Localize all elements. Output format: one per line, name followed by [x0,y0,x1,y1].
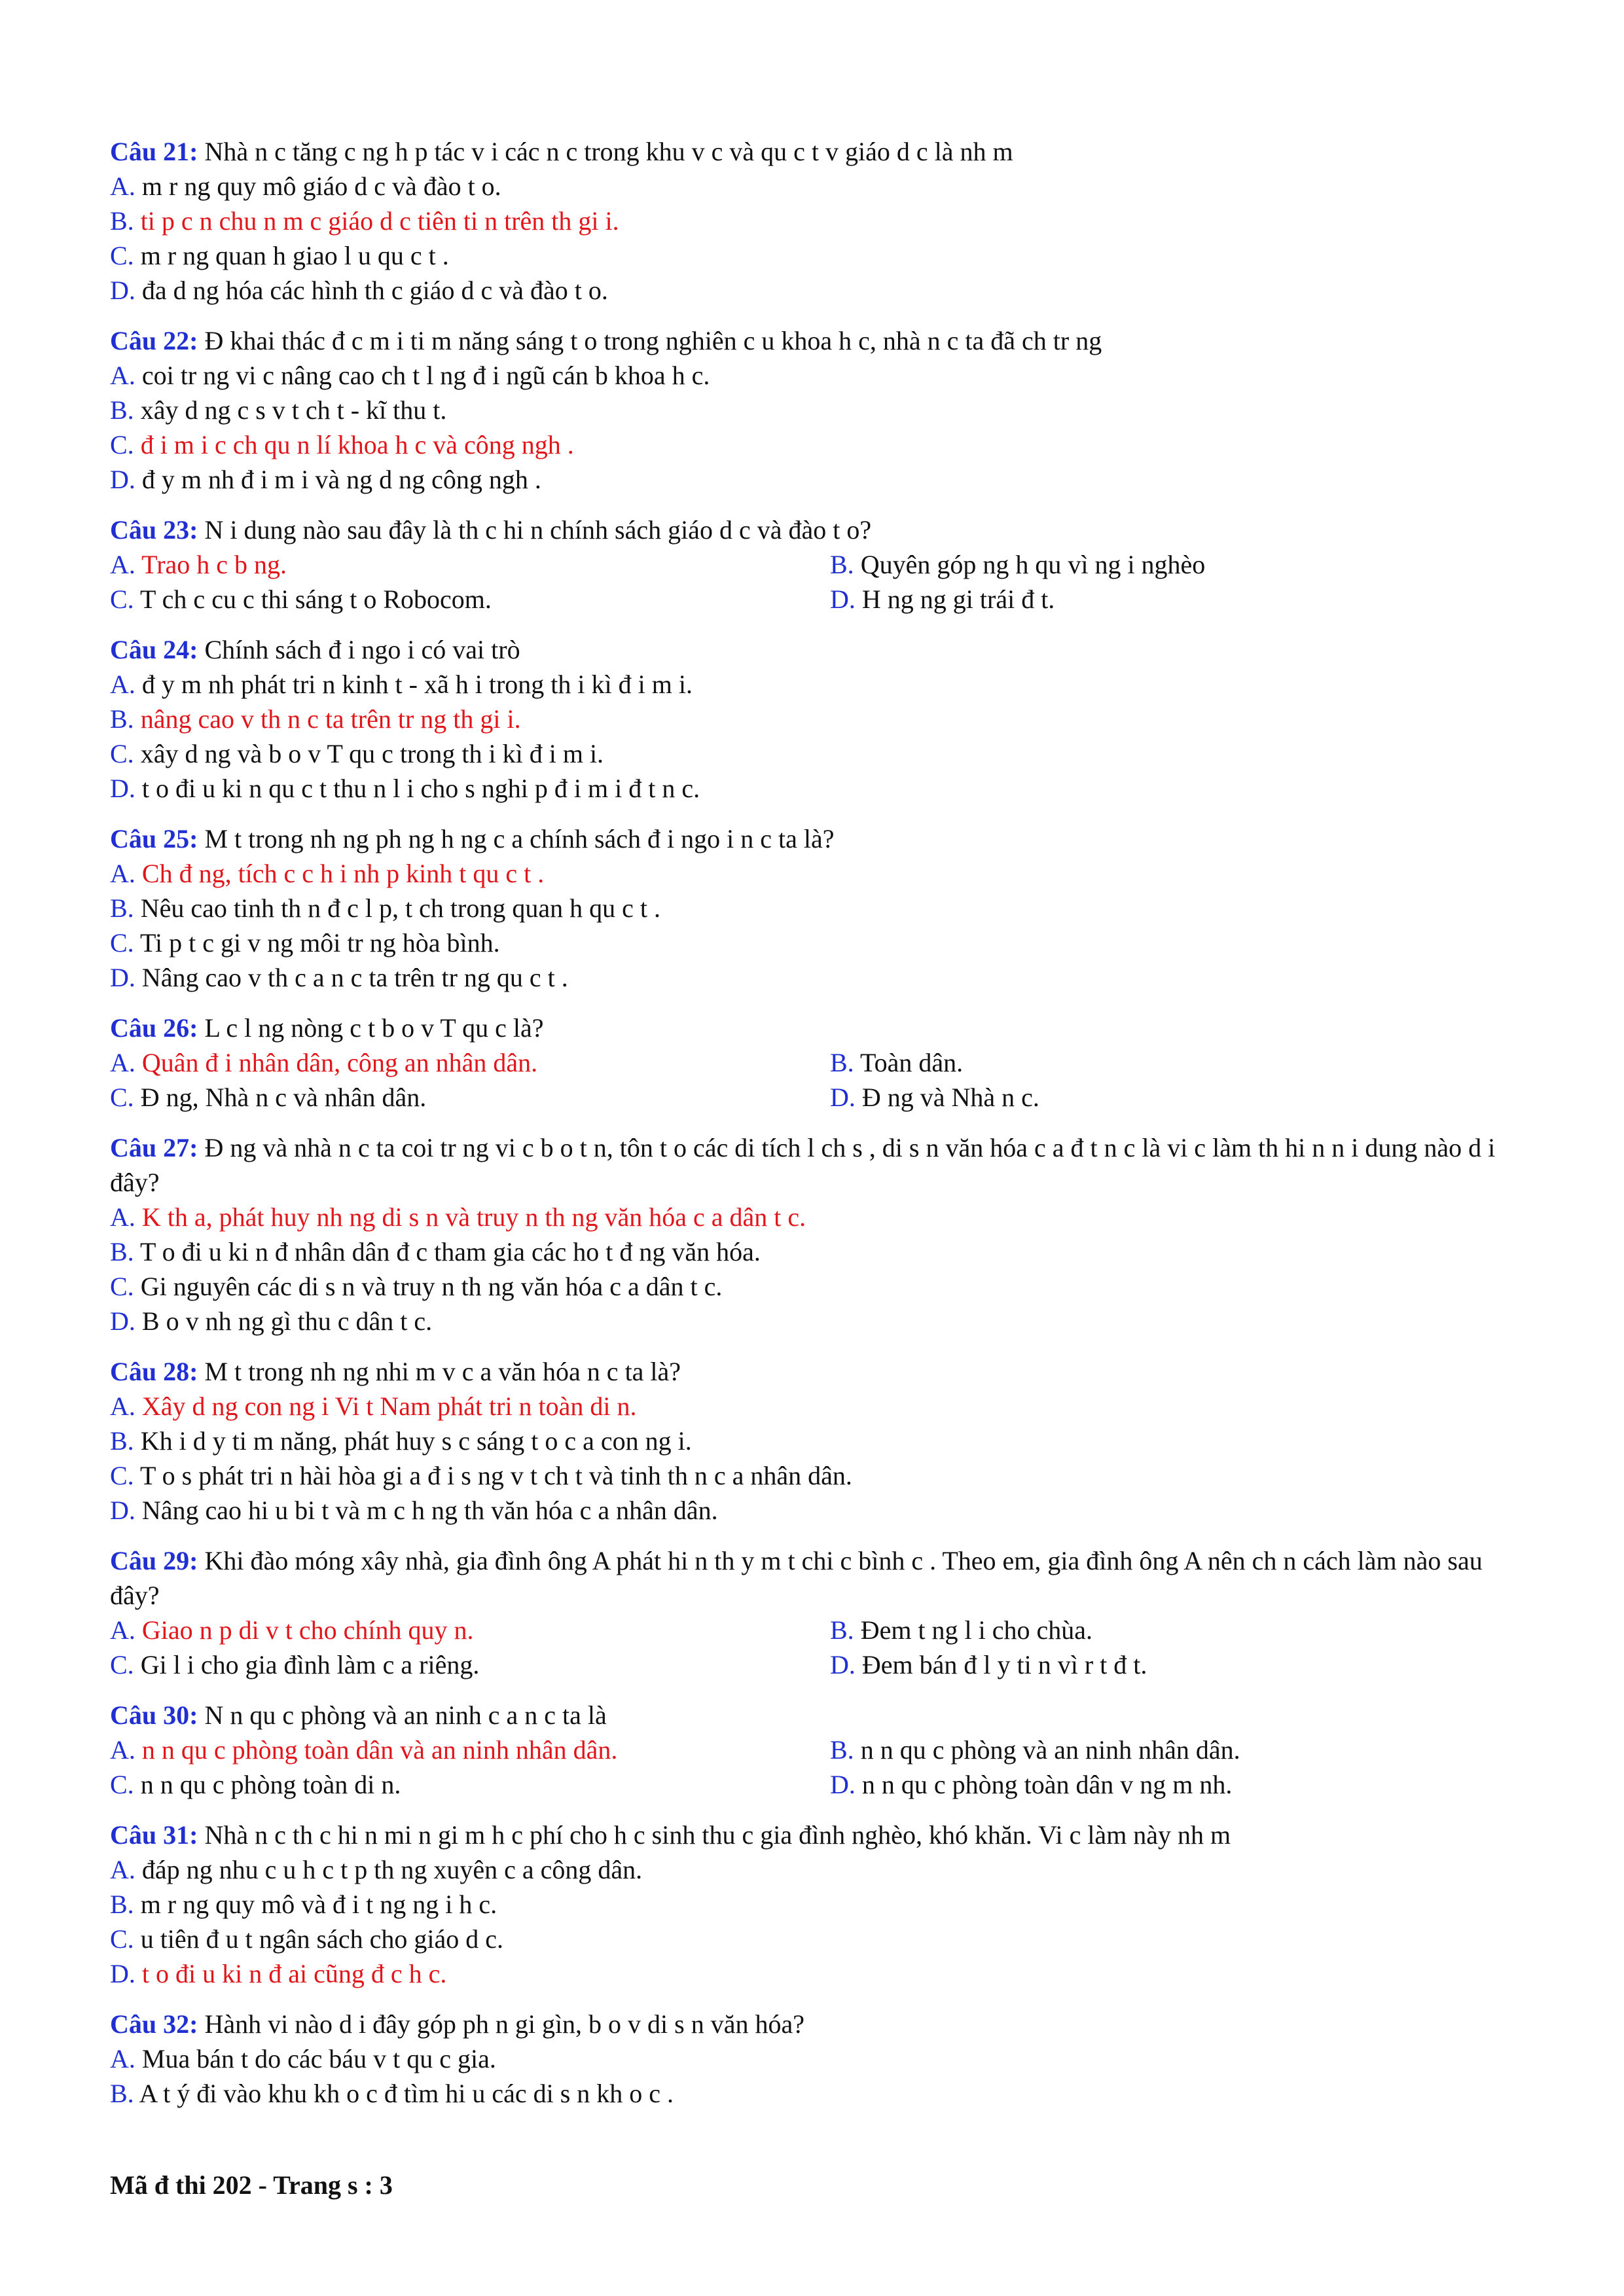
option-letter: C. [110,1272,134,1301]
option-text: đáp ng nhu c u h c t p th ng xuyên c a công dân. [141,1855,643,1884]
option-letter: A. [110,670,135,699]
option-text: Đ ng, Nhà n c và nhân dân. [140,1083,427,1112]
answer-options [110,667,1517,806]
answer-option-correct [110,427,1517,462]
answer-option-correct [110,1613,830,1647]
option-text: nâng cao v th n c ta trên tr ng th gi i. [140,704,521,734]
option-text: T o s phát tri n hài hòa gi a đ i s ng v t ch t và tinh th n c a nhân dân. [139,1461,852,1490]
option-letter: A. [110,1735,135,1765]
option-text: Kh i d y ti m năng, phát huy s c sáng t o c a con ng i. [140,1426,692,1456]
option-text: ti p c n chu n m c giáo d c tiên ti n trên th gi i. [140,206,619,236]
answer-options [110,1045,1517,1115]
answer-option-correct [110,204,1517,238]
question-text: Nhà n c tăng c ng h p tác v i các n c trong khu v c và qu c t v giáo d c là nh m [204,137,1013,166]
question-block [110,1011,1517,1115]
option-text: Ch đ ng, tích c c h i nh p kinh t qu c t . [141,859,545,888]
answer-option [110,273,1517,308]
answer-option-correct [110,856,1517,891]
answer-option-correct [110,1732,830,1767]
answer-options [110,169,1517,308]
question-stem [110,632,1517,667]
question-text: Chính sách đ i ngo i có vai trò [204,635,520,664]
answer-option [110,2041,1517,2076]
answer-option [110,1424,1517,1458]
answer-option [110,169,1517,204]
answer-option [110,393,1517,427]
option-text: n n qu c phòng toàn di n. [140,1770,401,1799]
option-letter: B. [830,1048,854,1077]
answer-option [830,1732,1517,1767]
option-letter: B. [110,2079,134,2108]
option-letter: D. [110,465,135,494]
answer-option [110,925,1517,960]
option-text: t o đi u ki n qu c t thu n l i cho s nghi p đ i m i đ t n c. [141,774,700,803]
question-block [110,134,1517,308]
answer-option [110,771,1517,806]
answer-option [110,1922,1517,1956]
option-text: đ y m nh phát tri n kinh t - xã h i trong th i kì đ i m i. [141,670,693,699]
option-text: Mua bán t do các báu v t qu c gia. [141,2044,496,2073]
option-letter: B. [110,1426,134,1456]
question-stem [110,1130,1517,1200]
option-letter: A. [110,1855,135,1884]
question-text: Khi đào móng xây nhà, gia đình ông A phát hi n th y m t chi c bình c . Theo em, gia đình ông A nên ch n cách làm nào sau đây? [110,1546,1483,1610]
answer-option [110,1767,830,1802]
option-text: coi tr ng vi c nâng cao ch t l ng đ i ngũ cán b khoa h c. [141,361,710,390]
option-text: u tiên đ u t ngân sách cho giáo d c. [140,1924,503,1954]
page-footer: Mã đ thi 202 - Trang s : 3 [110,2170,393,2200]
answer-options [110,2041,1517,2111]
answer-option [110,2076,1517,2111]
option-text: Trao h c b ng. [141,550,287,579]
option-letter: D. [110,1306,135,1336]
option-text: Nâng cao hi u bi t và m c h ng th văn hóa c a nhân dân. [141,1496,718,1525]
answer-option-correct [110,547,830,582]
question-block [110,1130,1517,1338]
question-block [110,821,1517,995]
option-text: Quyên góp ng h qu vì ng i nghèo [860,550,1206,579]
option-text: m r ng quy mô giáo d c và đào t o. [141,171,501,201]
option-text: Đ ng và Nhà n c. [861,1083,1039,1112]
option-letter: D. [830,1083,856,1112]
answer-option-correct [110,1200,1517,1234]
option-letter: B. [110,206,134,236]
answer-option-correct [110,1956,1517,1991]
answer-options [110,1852,1517,1991]
option-text: Ti p t c gi v ng môi tr ng hòa bình. [139,928,500,958]
option-letter: D. [830,1770,856,1799]
option-text: Đem bán đ l y ti n vì r t đ t. [861,1650,1147,1679]
option-letter: A. [110,1615,135,1645]
option-letter: C. [110,1650,134,1679]
option-letter: A. [110,550,135,579]
question-text: N i dung nào sau đây là th c hi n chính sách giáo d c và đào t o? [204,515,872,545]
question-stem [110,323,1517,358]
option-letter: B. [110,1237,134,1266]
option-text: n n qu c phòng toàn dân v ng m nh. [861,1770,1233,1799]
question-number: Câu 31: [110,1820,198,1850]
answer-option [830,582,1517,617]
question-number: Câu 25: [110,824,198,853]
option-text: m r ng quy mô và đ i t ng ng i h c. [140,1890,497,1919]
question-number: Câu 21: [110,137,198,166]
option-letter: C. [110,241,134,270]
question-block [110,1543,1517,1682]
question-block [110,1818,1517,1991]
option-letter: B. [110,704,134,734]
option-text: A t ý đi vào khu kh o c đ tìm hi u các di s n kh o c . [139,2079,674,2108]
option-letter: B. [830,1735,854,1765]
option-text: Nêu cao tinh th n đ c l p, t ch trong quan h qu c t . [140,893,660,923]
answer-option [110,1852,1517,1887]
option-text: B o v nh ng gì thu c dân t c. [141,1306,433,1336]
answer-option [110,1269,1517,1304]
option-text: Xây d ng con ng i Vi t Nam phát tri n toàn di n. [141,1391,637,1421]
option-letter: C. [110,739,134,768]
option-letter: C. [110,928,134,958]
question-text: L c l ng nòng c t b o v T qu c là? [204,1013,544,1043]
option-letter: B. [110,893,134,923]
option-letter: A. [110,859,135,888]
question-number: Câu 24: [110,635,198,664]
option-text: xây d ng và b o v T qu c trong th i kì đ i m i. [140,739,604,768]
question-number: Câu 27: [110,1133,198,1162]
question-text: M t trong nh ng ph ng h ng c a chính sách đ i ngo i n c ta là? [204,824,835,853]
answer-option-correct [110,1389,1517,1424]
option-letter: A. [110,1391,135,1421]
answer-option [110,1458,1517,1493]
option-text: n n qu c phòng toàn dân và an ninh nhân dân. [141,1735,618,1765]
answer-options [110,1200,1517,1338]
option-text: Đem t ng l i cho chùa. [860,1615,1093,1645]
option-letter: B. [830,1615,854,1645]
question-number: Câu 28: [110,1357,198,1386]
option-text: t o đi u ki n đ ai cũng đ c h c. [141,1959,447,1988]
question-stem [110,1354,1517,1389]
question-stem [110,512,1517,547]
question-number: Câu 23: [110,515,198,545]
answer-options [110,1613,1517,1682]
option-letter: D. [830,1650,856,1679]
option-letter: A. [110,1202,135,1232]
option-text: n n qu c phòng và an ninh nhân dân. [860,1735,1240,1765]
option-text: Giao n p di v t cho chính quy n. [141,1615,474,1645]
answer-option [830,1080,1517,1115]
question-number: Câu 26: [110,1013,198,1043]
option-text: đ y m nh đ i m i và ng d ng công ngh . [141,465,541,494]
answer-option [110,1080,830,1115]
answer-option [110,462,1517,497]
question-text: Đ ng và nhà n c ta coi tr ng vi c b o t n, tôn t o các di tích l ch s , di s n văn hóa c a đ t n c là vi c làm th hi n n i dung nào d i đây? [110,1133,1496,1197]
answer-option [110,891,1517,925]
question-block [110,323,1517,497]
option-text: T ch c cu c thi sáng t o Robocom. [139,584,492,614]
answer-option [110,1887,1517,1922]
answer-options [110,856,1517,995]
answer-option [830,1045,1517,1080]
question-text: Đ khai thác đ c m i ti m năng sáng t o trong nghiên c u khoa h c, nhà n c ta đã ch tr ng [204,326,1102,355]
option-letter: C. [110,1461,134,1490]
option-letter: A. [110,2044,135,2073]
answer-option [110,1493,1517,1528]
option-letter: C. [110,1924,134,1954]
answer-option [830,1613,1517,1647]
question-text: Hành vi nào d i đây góp ph n gi gìn, b o v di s n văn hóa? [204,2009,804,2039]
answer-option [110,358,1517,393]
question-text: N n qu c phòng và an ninh c a n c ta là [204,1700,607,1730]
answer-option [110,582,830,617]
question-stem [110,1698,1517,1732]
answer-options [110,1389,1517,1528]
option-text: Toàn dân. [859,1048,964,1077]
option-letter: A. [110,1048,135,1077]
answer-option [110,1304,1517,1338]
option-letter: C. [110,584,134,614]
option-letter: D. [830,584,856,614]
option-text: Gi nguyên các di s n và truy n th ng văn hóa c a dân t c. [140,1272,723,1301]
answer-option-correct [110,1045,830,1080]
option-text: Quân đ i nhân dân, công an nhân dân. [141,1048,538,1077]
option-letter: C. [110,1770,134,1799]
option-text: m r ng quan h giao l u qu c t . [140,241,449,270]
option-text: Nâng cao v th c a n c ta trên tr ng qu c t . [141,963,568,992]
option-text: T o đi u ki n đ nhân dân đ c tham gia các ho t đ ng văn hóa. [139,1237,761,1266]
answer-option-correct [110,702,1517,736]
question-stem [110,1543,1517,1613]
option-letter: D. [110,1959,135,1988]
option-text: đa d ng hóa các hình th c giáo d c và đào t o. [141,276,608,305]
question-stem [110,1818,1517,1852]
option-text: H ng ng gi trái đ t. [861,584,1055,614]
answer-options [110,547,1517,617]
option-letter: D. [110,1496,135,1525]
option-letter: D. [110,774,135,803]
question-stem [110,1011,1517,1045]
question-text: M t trong nh ng nhi m v c a văn hóa n c ta là? [204,1357,681,1386]
question-block [110,1698,1517,1802]
answer-option [830,1647,1517,1682]
answer-option [110,960,1517,995]
question-block [110,1354,1517,1528]
option-letter: D. [110,963,135,992]
option-letter: A. [110,361,135,390]
question-number: Câu 30: [110,1700,198,1730]
answer-options [110,358,1517,497]
question-stem [110,134,1517,169]
question-number: Câu 32: [110,2009,198,2039]
question-list [110,134,1517,2111]
question-number: Câu 29: [110,1546,198,1575]
exam-page [110,134,1517,2126]
question-stem [110,2007,1517,2041]
option-text: Gi l i cho gia đình làm c a riêng. [140,1650,480,1679]
option-letter: A. [110,171,135,201]
answer-option [830,547,1517,582]
answer-option [830,1767,1517,1802]
option-letter: B. [110,395,134,425]
answer-option [110,667,1517,702]
answer-option [110,1234,1517,1269]
option-text: xây d ng c s v t ch t - kĩ thu t. [140,395,447,425]
option-letter: C. [110,430,134,459]
option-text: đ i m i c ch qu n lí khoa h c và công ngh . [140,430,574,459]
answer-option [110,736,1517,771]
question-text: Nhà n c th c hi n mi n gi m h c phí cho h c sinh thu c gia đình nghèo, khó khăn. Vi c làm này nh m [204,1820,1231,1850]
option-letter: D. [110,276,135,305]
answer-option [110,238,1517,273]
answer-options [110,1732,1517,1802]
answer-option [110,1647,830,1682]
question-block [110,632,1517,806]
question-stem [110,821,1517,856]
option-text: K th a, phát huy nh ng di s n và truy n th ng văn hóa c a dân t c. [141,1202,806,1232]
option-letter: C. [110,1083,134,1112]
question-number: Câu 22: [110,326,198,355]
question-block [110,512,1517,617]
option-letter: B. [110,1890,134,1919]
question-block [110,2007,1517,2111]
option-letter: B. [830,550,854,579]
